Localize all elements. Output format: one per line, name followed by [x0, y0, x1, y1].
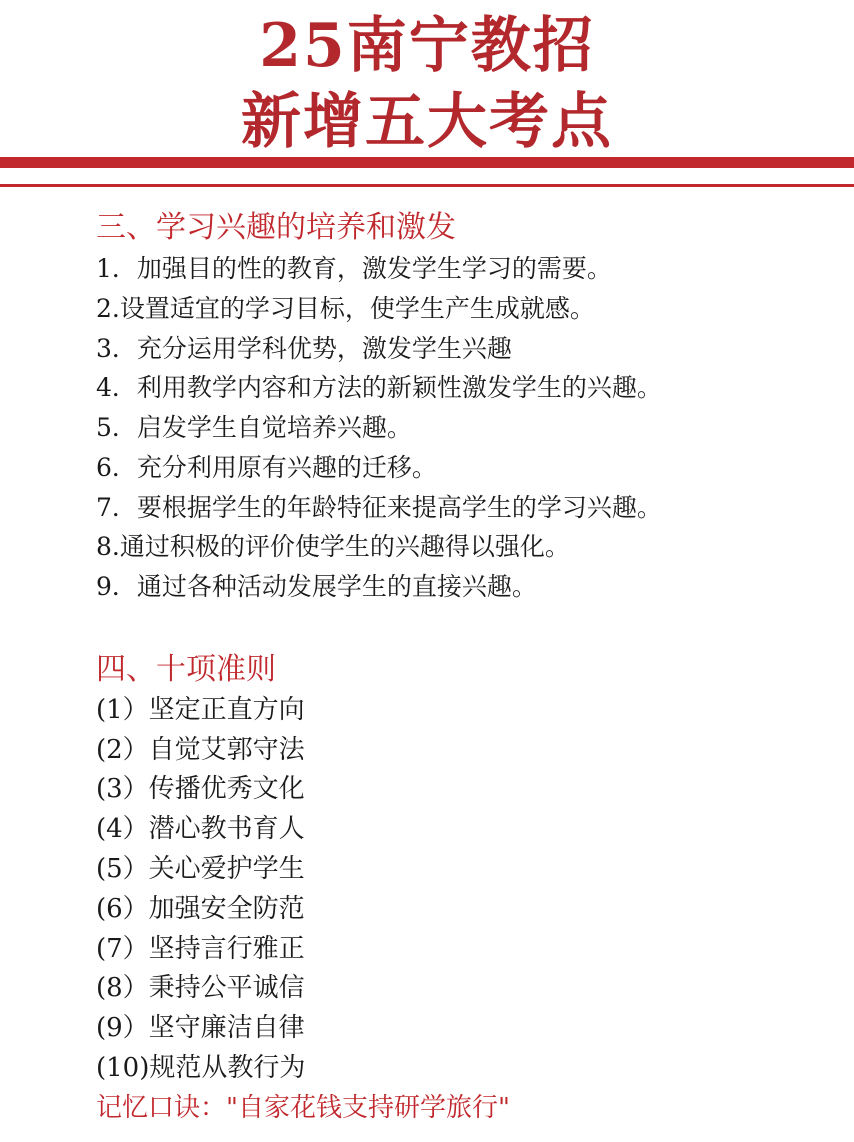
list-item: (10)规范从教行为 [96, 1052, 306, 1083]
section-3-heading: 三、学习兴趣的培养和激发 [96, 210, 456, 245]
section-4-list [96, 691, 836, 1089]
title-line-2: 新增五大考点 [241, 87, 613, 157]
list-item: 5．启发学生自觉培养兴趣。 [96, 413, 412, 442]
section-4-heading: 四、十项准则 [96, 651, 276, 687]
list-item: (1）坚定正直方向 [96, 694, 305, 725]
list-item: (6）加强安全防范 [96, 893, 305, 924]
list-item: 8.通过积极的评价使学生的兴趣得以强化。 [96, 532, 570, 562]
list-item: 7．要根据学生的年龄特征来提高学生的学习兴趣。 [96, 492, 662, 522]
list-item: (2）自觉艾郭守法 [96, 734, 305, 765]
mnemonic-text: 记忆口诀："自家花钱支持研学旅行" [96, 1092, 510, 1123]
list-item: 3．充分运用学科优势，激发学生兴趣 [96, 333, 512, 363]
list-item: (7）坚持言行雅正 [96, 933, 305, 964]
list-item: 9．通过各种活动发展学生的直接兴趣。 [96, 572, 537, 601]
title-line-1: 25南宁教招 [259, 11, 595, 81]
page-title [0, 8, 854, 160]
section-spacer [96, 607, 836, 649]
section-3-list [96, 249, 836, 607]
list-item: (3）传播优秀文化 [96, 774, 305, 805]
list-item: (9）坚守廉洁自律 [96, 1013, 305, 1044]
list-item: (8）秉持公平诚信 [96, 973, 305, 1004]
list-item: (5）关心爱护学生 [96, 853, 305, 884]
list-item: 1．加强目的性的教育，激发学生学习的需要。 [96, 254, 612, 283]
list-item: 2.设置适宜的学习目标，使学生产生成就感。 [96, 293, 595, 323]
content-body [96, 207, 836, 1127]
divider-thick [0, 157, 854, 168]
divider-thin [0, 184, 854, 187]
list-item: (4）潜心教书育人 [96, 814, 305, 845]
list-item: 6．充分利用原有兴趣的迁移。 [96, 452, 437, 482]
list-item: 4．利用教学内容和方法的新颖性激发学生的兴趣。 [96, 373, 662, 403]
